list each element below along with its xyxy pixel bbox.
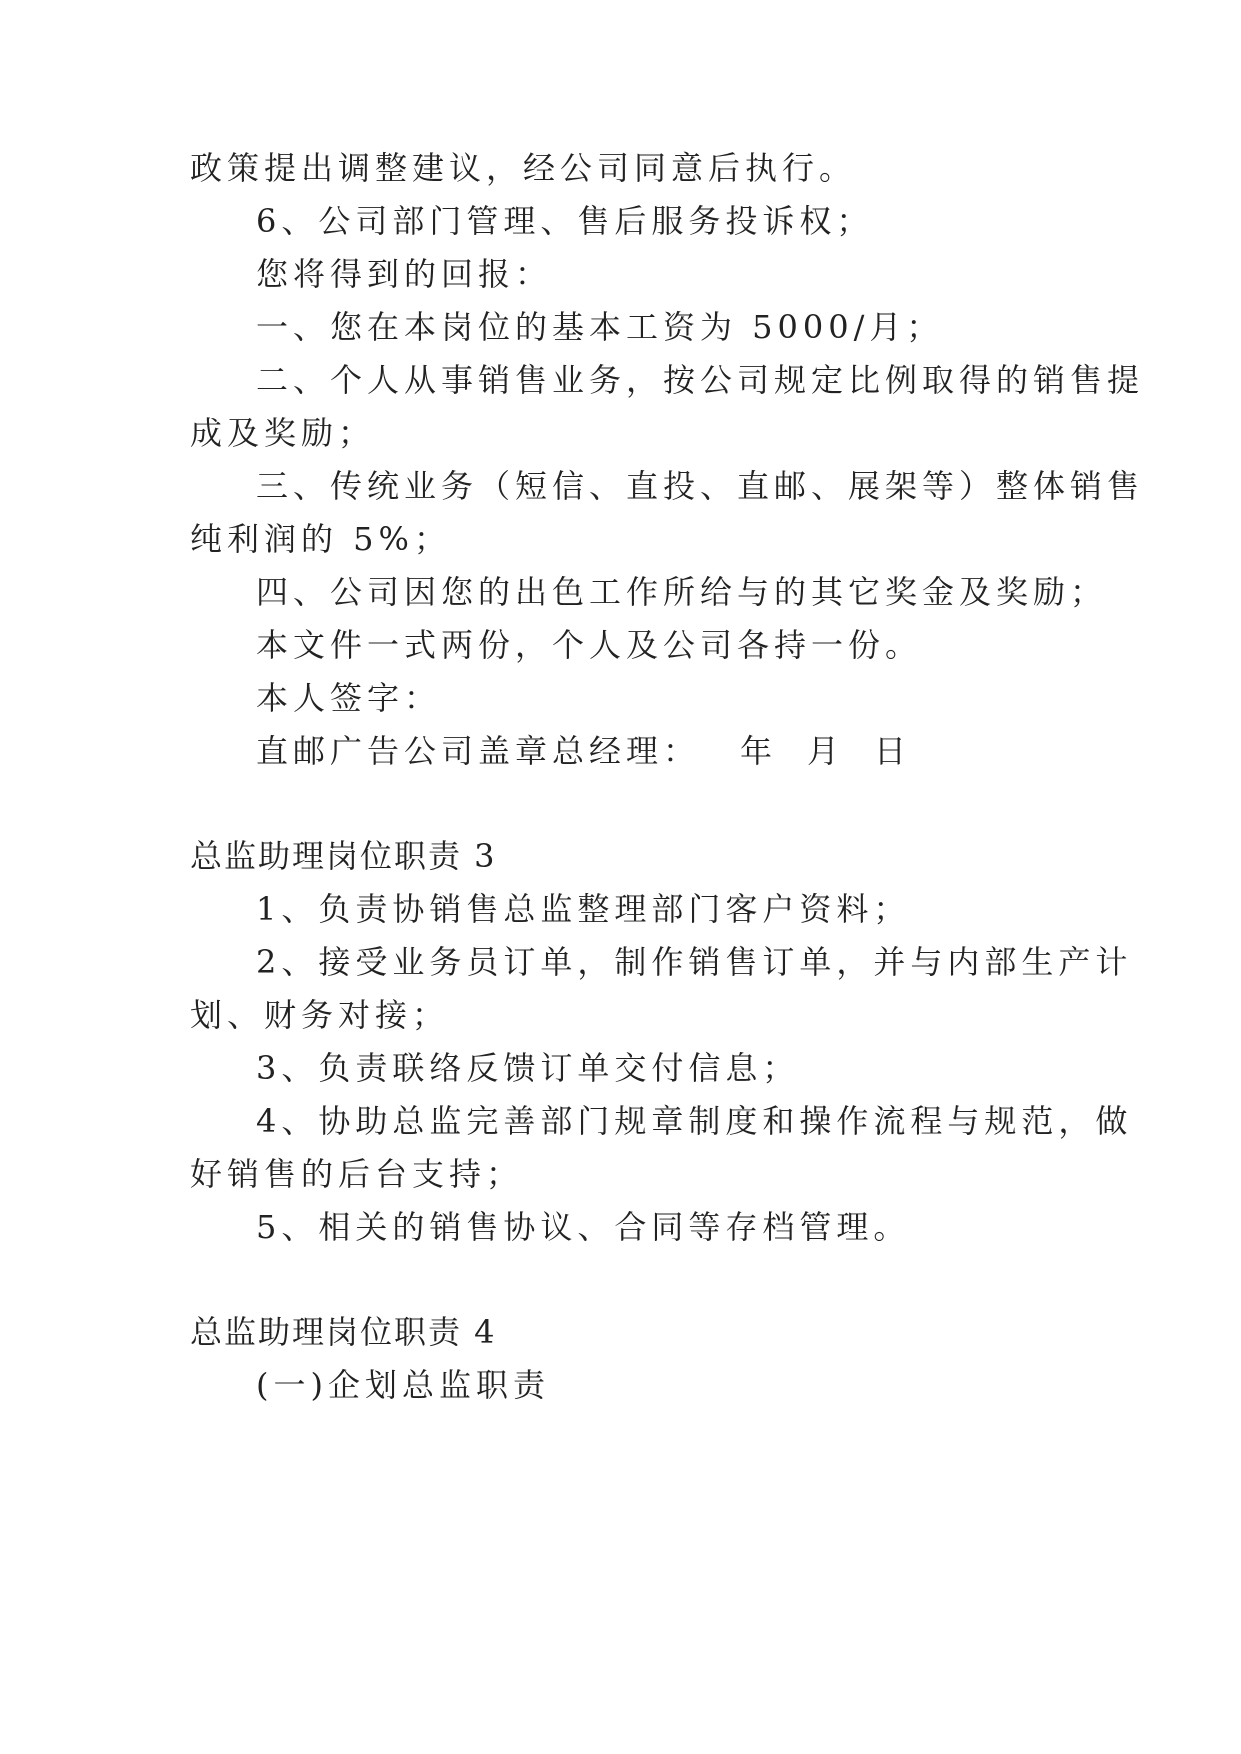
paragraph-line: 政策提出调整建议，经公司同意后执行。 (190, 149, 857, 187)
signature-label: 本人签字： (256, 679, 442, 717)
paragraph-line: 划、财务对接； (190, 996, 450, 1034)
paragraph-line: 四、公司因您的出色工作所给与的其它奖金及奖励； (256, 573, 1108, 611)
paragraph-line: 2、接受业务员订单，制作销售订单，并与内部生产计 (256, 943, 1133, 981)
section-heading: 总监助理岗位职责 3 (190, 837, 497, 875)
date-year: 年 (740, 732, 778, 770)
subsection-heading: (一)企划总监职责 (256, 1366, 550, 1404)
date-day: 日 (874, 732, 912, 770)
paragraph-line: 二、个人从事销售业务，按公司规定比例取得的销售提 (256, 361, 1145, 399)
paragraph-line: 三、传统业务（短信、直投、直邮、展架等）整体销售 (256, 467, 1145, 505)
paragraph-line: 6、公司部门管理、售后服务投诉权； (256, 202, 874, 240)
date-month: 月 (807, 732, 845, 770)
paragraph-line: 5、相关的销售协议、合同等存档管理。 (256, 1208, 911, 1246)
paragraph-line: 1、负责协销售总监整理部门客户资料； (256, 890, 911, 928)
stamp-label: 直邮广告公司盖章总经理： (256, 732, 701, 770)
paragraph-line: 本文件一式两份，个人及公司各持一份。 (256, 626, 923, 664)
paragraph-line: 一、您在本岗位的基本工资为 5000/月； (256, 308, 944, 346)
paragraph-line: 4、协助总监完善部门规章制度和操作流程与规范，做 (256, 1102, 1133, 1140)
paragraph-line: 您将得到的回报： (256, 255, 553, 293)
paragraph-line: 好销售的后台支持； (190, 1155, 524, 1193)
paragraph-line: 成及奖励； (190, 414, 376, 452)
stamp-date-line (256, 731, 1050, 771)
section-heading: 总监助理岗位职责 4 (190, 1313, 497, 1351)
paragraph-line: 3、负责联络反馈订单交付信息； (256, 1049, 800, 1087)
paragraph-line: 纯利润的 5%； (190, 520, 451, 558)
